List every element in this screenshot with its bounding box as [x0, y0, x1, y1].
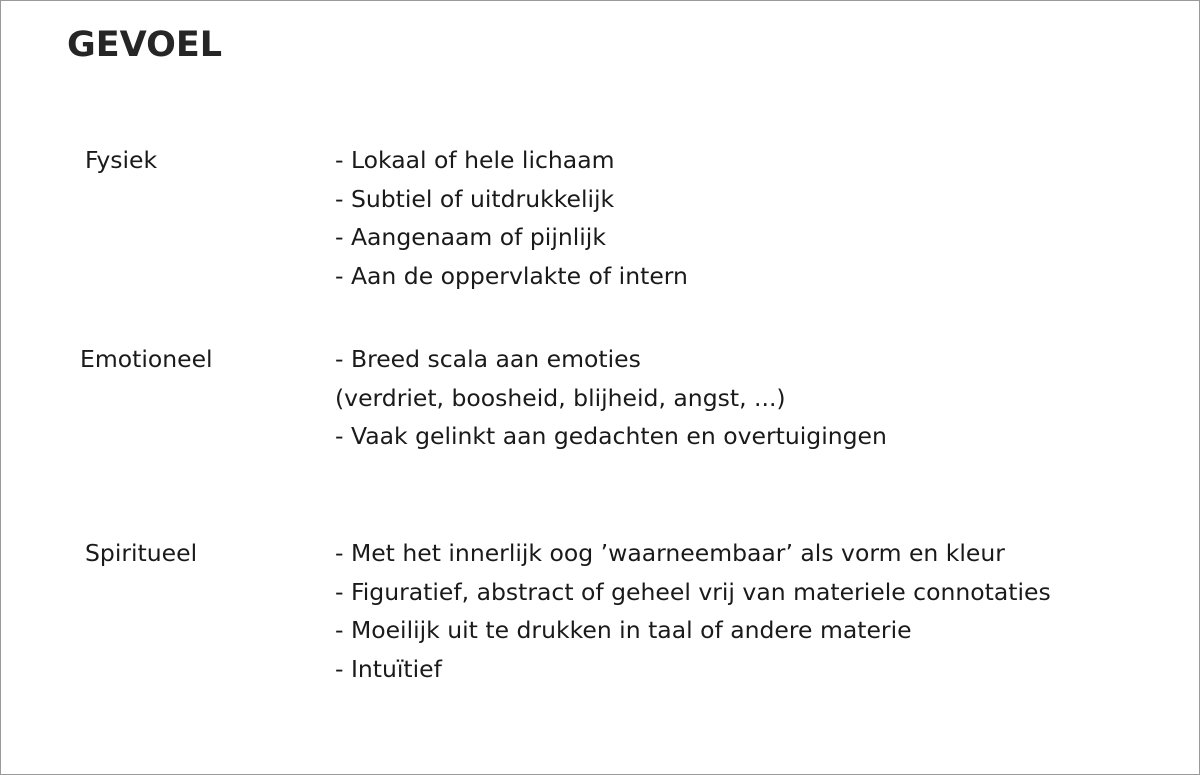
section-label: Emotioneel	[80, 345, 213, 373]
section-label: Spiritueel	[85, 539, 198, 567]
list-item: (verdriet, boosheid, blijheid, angst, ...)	[335, 383, 786, 412]
section-lines	[335, 534, 1051, 688]
list-item: - Aangenaam of pijnlijk	[335, 223, 606, 251]
list-item: - Aan de oppervlakte of intern	[335, 261, 688, 290]
list-item: - Met het innerlijk oog ’waarneembaar’ als vorm en kleur	[335, 539, 1005, 567]
section-lines	[335, 340, 887, 456]
page-title: GEVOEL	[67, 25, 223, 65]
list-item: - Vaak gelinkt aan gedachten en overtuigingen	[335, 422, 887, 450]
list-item: - Breed scala aan emoties	[335, 345, 641, 373]
list-item: - Figuratief, abstract of geheel vrij van materiele connotaties	[335, 577, 1051, 606]
section-label: Fysiek	[85, 146, 158, 174]
list-item: - Moeilijk uit te drukken in taal of andere materie	[335, 616, 912, 644]
list-item: - Subtiel of uitdrukkelijk	[335, 184, 615, 213]
list-item: - Lokaal of hele lichaam	[335, 146, 615, 174]
list-item: - Intuïtief	[335, 654, 442, 683]
section-lines	[335, 141, 688, 295]
